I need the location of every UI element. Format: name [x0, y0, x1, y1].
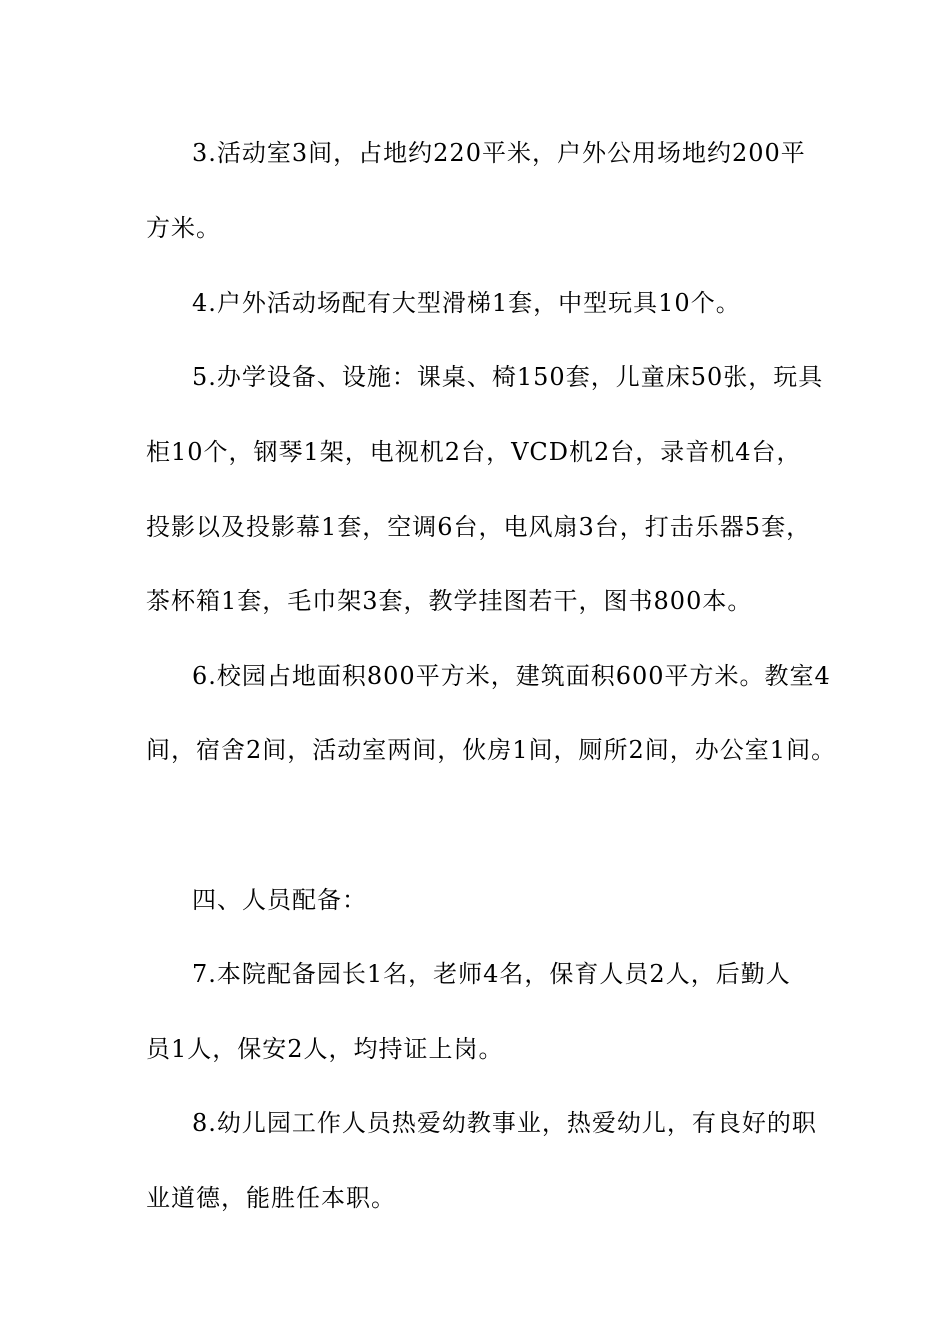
paragraph-5-line-3: 投影以及投影幕1套，空调6台，电风扇3台，打击乐器5套， — [146, 513, 812, 541]
section-heading-staffing: 四、人员配备： — [192, 886, 367, 914]
paragraph-5-line-2: 柜10个，钢琴1架，电视机2台，VCD机2台，录音机4台， — [146, 438, 802, 466]
paragraph-4-line-1: 4.户外活动场配有大型滑梯1套，中型玩具10个。 — [192, 289, 741, 317]
paragraph-3-line-2: 方米。 — [146, 214, 221, 242]
paragraph-7-line-1: 7.本院配备园长1名，老师4名，保育人员2人，后勤人 — [192, 960, 791, 988]
paragraph-5-line-1: 5.办学设备、设施：课桌、椅150套，儿童床50张，玩具 — [192, 363, 824, 391]
paragraph-6-line-1: 6.校园占地面积800平方米，建筑面积600平方米。教室4 — [192, 662, 831, 690]
paragraph-5-line-4: 茶杯箱1套，毛巾架3套，教学挂图若干，图书800本。 — [146, 587, 753, 615]
paragraph-8-line-1: 8.幼儿园工作人员热爱幼教事业，热爱幼儿，有良好的职 — [192, 1109, 817, 1137]
paragraph-3-line-1: 3.活动室3间，占地约220平米，户外公用场地约200平 — [192, 139, 806, 167]
paragraph-6-line-2: 间，宿舍2间，活动室两间，伙房1间，厕所2间，办公室1间。 — [146, 736, 837, 764]
paragraph-7-line-2: 员1人，保安2人，均持证上岗。 — [146, 1035, 504, 1063]
paragraph-8-line-2: 业道德，能胜任本职。 — [146, 1184, 396, 1212]
